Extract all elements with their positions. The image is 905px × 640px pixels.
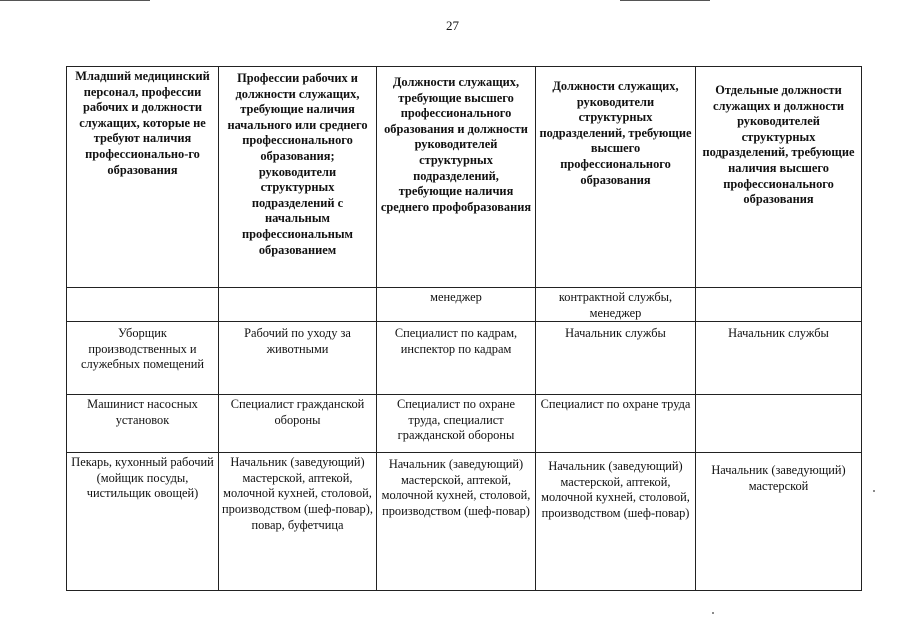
table-cell: Начальник (заведующий) мастерской	[696, 453, 862, 591]
table-cell: Специалист по кадрам, инспектор по кадрам	[377, 322, 536, 395]
table-row	[67, 288, 862, 322]
column-header: Должности служащих, руководители структурных подразделений, требующие высшего профессионального образования	[536, 67, 696, 288]
table-cell	[67, 288, 219, 322]
table-header-row	[67, 67, 862, 288]
table-cell: Машинист насосных установок	[67, 395, 219, 453]
table-cell: Начальник (заведующий) мастерской, аптекой, молочной кухней, столовой, производством (шеф-повар)	[377, 453, 536, 591]
column-header: Профессии рабочих и должности служащих, требующие наличия начального или среднего профессионального образования; руководители структурных подразделений с начальным профессиональным образованием	[219, 67, 377, 288]
table-cell	[696, 395, 862, 453]
table-cell: Начальник службы	[696, 322, 862, 395]
table-cell: Начальник (заведующий) мастерской, аптекой, молочной кухней, столовой, производством (шеф-повар), повар, буфетчица	[219, 453, 377, 591]
table-cell: менеджер	[377, 288, 536, 322]
staff-positions-table	[66, 66, 862, 591]
table-cell: Пекарь, кухонный рабочий (мойщик посуды, чистильщик овощей)	[67, 453, 219, 591]
scan-speck	[873, 490, 875, 492]
column-header: Отдельные должности служащих и должности руководителей структурных подразделений, требующие наличия высшего профессионального образования	[696, 67, 862, 288]
page-number: 27	[446, 18, 459, 33]
table-cell: Специалист по охране труда, специалист гражданской обороны	[377, 395, 536, 453]
column-header: Должности служащих, требующие высшего профессионального образования и должности руководителей структурных подразделений, требующие наличия среднего профобразования	[377, 67, 536, 288]
table-cell: контрактной службы, менеджер	[536, 288, 696, 322]
scan-speck	[712, 612, 714, 614]
table-row	[67, 322, 862, 395]
table-cell: Специалист по охране труда	[536, 395, 696, 453]
table-cell: Уборщик производственных и служебных помещений	[67, 322, 219, 395]
table-row	[67, 395, 862, 453]
scan-artifact-line	[620, 0, 710, 1]
scan-artifact-line	[0, 0, 150, 1]
table-cell: Начальник службы	[536, 322, 696, 395]
table-cell: Начальник (заведующий) мастерской, аптекой, молочной кухней, столовой, производством (шеф-повар)	[536, 453, 696, 591]
table-cell: Рабочий по уходу за животными	[219, 322, 377, 395]
column-header: Младший медицинский персонал, профессии рабочих и должности служащих, которые не требуют наличия профессионально-го образования	[67, 67, 219, 288]
table-row	[67, 453, 862, 591]
table-cell: Специалист гражданской обороны	[219, 395, 377, 453]
table-cell	[696, 288, 862, 322]
table-cell	[219, 288, 377, 322]
